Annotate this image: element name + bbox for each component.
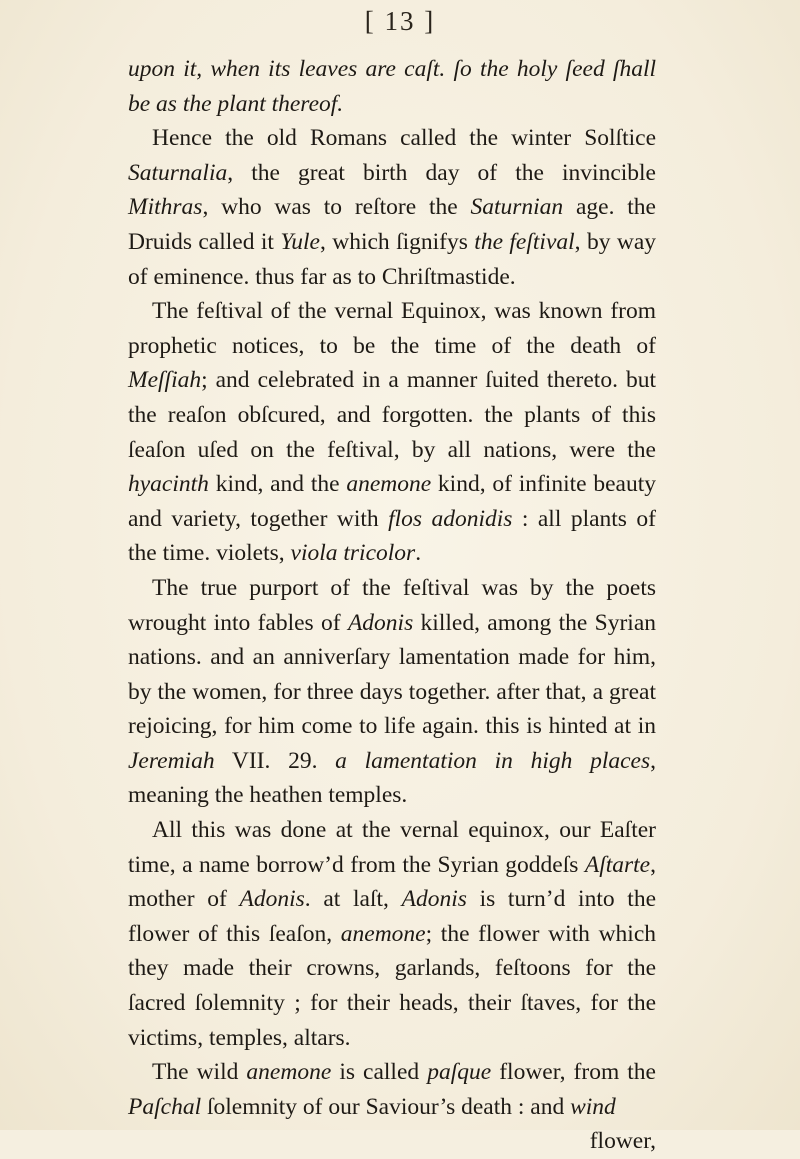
italic-run: Adonis [401, 886, 467, 913]
text-run: The wild [152, 1059, 247, 1086]
italic-run: anemone [346, 471, 432, 498]
italic-run: Aſtarte [584, 851, 651, 878]
text-run: . at laſt, [304, 886, 402, 913]
text-run: The feſtival of the vernal Equinox, was known from prophetic notices, to be the time of the death of [128, 298, 656, 359]
italic-run: Saturnian [470, 194, 564, 221]
text-run: VII. 29. [214, 747, 336, 774]
italic-run: hyacinth [128, 471, 209, 498]
text-run: ſolemnity of our Saviour’s death : and [201, 1093, 571, 1120]
body-text [128, 52, 656, 1159]
paragraph-4 [128, 571, 656, 813]
italic-run: upon it, when its leaves are caſt. ſo the holy ſeed ſhall be as the plant thereof. [128, 56, 656, 117]
text-run: ; the flower with which they made their crowns, garlands, feſtoons for the ſacred ſolemnity ; for their heads, their ſtaves, for the victims, temples, altars. [128, 920, 656, 1051]
italic-run: Jeremiah [128, 747, 215, 774]
text-run: kind, of infinite beauty and variety, together with [128, 471, 656, 532]
text-run: flower, from the [491, 1059, 656, 1086]
paragraph-3 [128, 294, 656, 571]
italic-run: Paſchal [128, 1093, 202, 1120]
text-run: is called [331, 1059, 428, 1086]
text-run: . [415, 540, 422, 567]
text-run: , by way of eminence. thus far as to Chriſtmastide. [128, 228, 657, 290]
text-run: kind, and the [208, 471, 347, 498]
paragraph-5 [128, 813, 656, 1055]
paragraph-6 [128, 1055, 656, 1124]
italic-run: viola tricolor [290, 540, 416, 567]
italic-run: Adonis [347, 609, 414, 636]
italic-run: wind [570, 1093, 616, 1120]
italic-run: paſque [427, 1059, 492, 1086]
italic-run: Saturnalia [128, 159, 228, 186]
text-run: , which ſignifys [319, 228, 475, 255]
text-run: ; and celebrated in a manner ſuited thereto. but the reaſon obſcured, and forgotten. the plants of this ſeaſon uſed on the feſtival, by all nations, were the [128, 367, 656, 463]
italic-run: Mithras [128, 194, 203, 221]
text-run: , meaning the heathen temples. [128, 747, 656, 809]
text-run: Hence the old Romans called the winter Solſtice [152, 125, 656, 152]
italic-run: anemone [246, 1059, 332, 1086]
text-run: age. the Druids called it [128, 194, 656, 255]
italic-run: Yule [280, 228, 320, 255]
text-run: : all plants of the time. violets, [128, 505, 656, 567]
text-run: All this was done at the vernal equinox, our Eaſter time, a name borrow’d from the Syrian goddeſs [128, 817, 656, 878]
italic-run: Adonis [239, 886, 305, 913]
italic-run: Meſſiah [128, 367, 202, 394]
text-run: is turn’d into the flower of this ſeaſon, [128, 886, 656, 947]
italic-run: anemone [340, 920, 426, 947]
paragraph-1 [128, 52, 656, 121]
italic-run: the feſtival [474, 228, 575, 255]
text-run: The true purport of the feſtival was by the poets wrought into fables of [128, 574, 656, 636]
page-number: [ 13 ] [364, 6, 436, 36]
italic-run: a lamentation in high places [335, 747, 651, 774]
text-run: , the great birth day of the invincible [227, 159, 656, 186]
catchword: flower, [589, 1128, 656, 1155]
text-run: killed, among the Syrian nations. and an anniverſary lamentation made for him, by the women, for three days together. after that, a great rejoicing, for him come to life again. this is hinted at in [128, 609, 656, 740]
text-run: , mother of [128, 851, 656, 913]
text-run: , who was to reſtore the [202, 194, 471, 221]
paragraph-2 [128, 121, 656, 294]
italic-run: flos adonidis [388, 505, 513, 532]
